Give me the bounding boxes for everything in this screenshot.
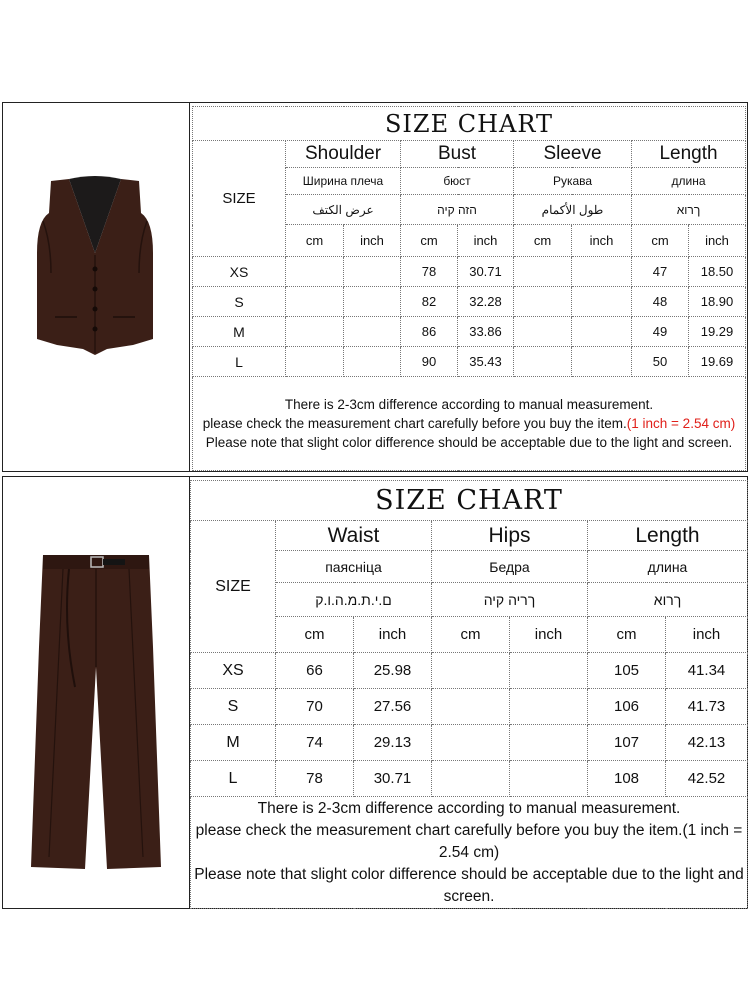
value-cell (344, 347, 401, 377)
col-hips-he: ךריה קיה (432, 583, 588, 617)
unit-cell: cm (514, 225, 572, 257)
value-cell: 47 (632, 257, 689, 287)
value-cell: 78 (276, 761, 354, 797)
col-shoulder: Shoulder (286, 141, 401, 168)
size-cell: S (193, 287, 286, 317)
unit-cell: inch (689, 225, 746, 257)
unit-cell: cm (276, 617, 354, 653)
col-bust-ru: бюст (401, 168, 514, 195)
value-cell (432, 653, 510, 689)
vest-size-table (192, 106, 746, 471)
value-cell (572, 317, 632, 347)
value-cell: 18.90 (689, 287, 746, 317)
table-row (191, 689, 748, 725)
table-row (191, 725, 748, 761)
unit-cell: inch (572, 225, 632, 257)
pants-chart-title: SIZE CHART (191, 481, 748, 521)
size-cell: XS (193, 257, 286, 287)
value-cell: 90 (401, 347, 458, 377)
unit-cell: inch (666, 617, 748, 653)
col-waist: Waist (276, 521, 432, 551)
col-length-he: ךרוא (632, 195, 746, 225)
unit-cell: cm (432, 617, 510, 653)
value-cell (286, 257, 344, 287)
table-row (193, 317, 746, 347)
value-cell: 106 (588, 689, 666, 725)
value-cell (344, 317, 401, 347)
value-cell (286, 317, 344, 347)
value-cell (514, 347, 572, 377)
size-cell: L (193, 347, 286, 377)
value-cell: 30.71 (354, 761, 432, 797)
value-cell: 35.43 (458, 347, 514, 377)
value-cell (432, 761, 510, 797)
vest-note-1: There is 2-3cm difference according to manual measurement. (284, 397, 654, 412)
pants-note-1: There is 2-3cm difference according to manual measurement. (257, 799, 681, 817)
value-cell (510, 725, 588, 761)
value-cell (344, 257, 401, 287)
value-cell (572, 287, 632, 317)
unit-cell: cm (632, 225, 689, 257)
col-waist-he: ם.י.ת.מ.ה.ו.ק (276, 583, 432, 617)
vest-note-2: please check the measurement chart carefully before you buy the item. (202, 416, 627, 431)
value-cell (510, 653, 588, 689)
unit-cell: inch (344, 225, 401, 257)
table-row (193, 257, 746, 287)
value-cell: 86 (401, 317, 458, 347)
col-sleeve: Sleeve (514, 141, 632, 168)
table-row (191, 653, 748, 689)
col-length-ru: длина (588, 551, 748, 583)
value-cell: 25.98 (354, 653, 432, 689)
size-cell: M (193, 317, 286, 347)
value-cell (286, 287, 344, 317)
col-length-he: ךרוא (588, 583, 748, 617)
pants-size-table (190, 480, 748, 909)
value-cell: 78 (401, 257, 458, 287)
value-cell: 49 (632, 317, 689, 347)
col-shoulder-ar: عرض الكتف (286, 195, 401, 225)
size-cell: S (191, 689, 276, 725)
col-sleeve-ru: Рукава (514, 168, 632, 195)
value-cell (432, 689, 510, 725)
value-cell (510, 761, 588, 797)
value-cell: 18.50 (689, 257, 746, 287)
size-cell: L (191, 761, 276, 797)
value-cell: 41.73 (666, 689, 748, 725)
col-hips-ru: Бедра (432, 551, 588, 583)
value-cell (510, 689, 588, 725)
value-cell: 48 (632, 287, 689, 317)
unit-cell: cm (588, 617, 666, 653)
col-bust: Bust (401, 141, 514, 168)
value-cell: 33.86 (458, 317, 514, 347)
vest-product-image (3, 103, 190, 471)
table-row (191, 761, 748, 797)
unit-cell: inch (458, 225, 514, 257)
value-cell: 105 (588, 653, 666, 689)
col-bust-he: הזה קיה (401, 195, 514, 225)
value-cell: 82 (401, 287, 458, 317)
unit-cell: inch (510, 617, 588, 653)
vest-chart-title: SIZE CHART (193, 107, 746, 141)
vest-size-chart-panel (189, 102, 748, 472)
col-shoulder-ru: Ширина плеча (286, 168, 401, 195)
value-cell: 41.34 (666, 653, 748, 689)
value-cell (514, 287, 572, 317)
pants-photo-frame (2, 476, 191, 909)
value-cell: 74 (276, 725, 354, 761)
value-cell: 27.56 (354, 689, 432, 725)
value-cell: 42.13 (666, 725, 748, 761)
pants-product-image (3, 477, 190, 908)
vest-note-inch: (1 inch = 2.54 cm) (626, 416, 736, 431)
size-cell: M (191, 725, 276, 761)
pants-size-label: SIZE (191, 521, 276, 653)
vest-size-label: SIZE (193, 141, 286, 257)
col-length: Length (588, 521, 748, 551)
col-waist-ru: паясніца (276, 551, 432, 583)
col-hips: Hips (432, 521, 588, 551)
pants-note-2: please check the measurement chart carefully before you buy the item.(1 inch = 2.54 cm) (195, 821, 743, 861)
table-row (193, 347, 746, 377)
value-cell: 70 (276, 689, 354, 725)
value-cell (572, 257, 632, 287)
value-cell (572, 347, 632, 377)
value-cell (514, 317, 572, 347)
value-cell (432, 725, 510, 761)
pants-notes (191, 797, 748, 909)
value-cell: 19.69 (689, 347, 746, 377)
value-cell (344, 287, 401, 317)
unit-cell: cm (401, 225, 458, 257)
value-cell: 19.29 (689, 317, 746, 347)
value-cell: 107 (588, 725, 666, 761)
size-cell: XS (191, 653, 276, 689)
value-cell (286, 347, 344, 377)
value-cell: 29.13 (354, 725, 432, 761)
pants-size-chart-panel (189, 476, 748, 909)
table-row (193, 287, 746, 317)
value-cell: 30.71 (458, 257, 514, 287)
value-cell: 32.28 (458, 287, 514, 317)
col-sleeve-ar: طول الأكمام (514, 195, 632, 225)
vest-note-3: Please note that slight color difference should be acceptable due to the light and screen. (205, 435, 733, 450)
vest-photo-frame (2, 102, 191, 472)
value-cell (514, 257, 572, 287)
value-cell: 42.52 (666, 761, 748, 797)
col-length-ru: длина (632, 168, 746, 195)
pants-note-3: Please note that slight color difference should be acceptable due to the light and screen. (194, 865, 744, 905)
vest-notes (193, 377, 746, 471)
value-cell: 108 (588, 761, 666, 797)
value-cell: 66 (276, 653, 354, 689)
unit-cell: inch (354, 617, 432, 653)
value-cell: 50 (632, 347, 689, 377)
unit-cell: cm (286, 225, 344, 257)
col-length: Length (632, 141, 746, 168)
